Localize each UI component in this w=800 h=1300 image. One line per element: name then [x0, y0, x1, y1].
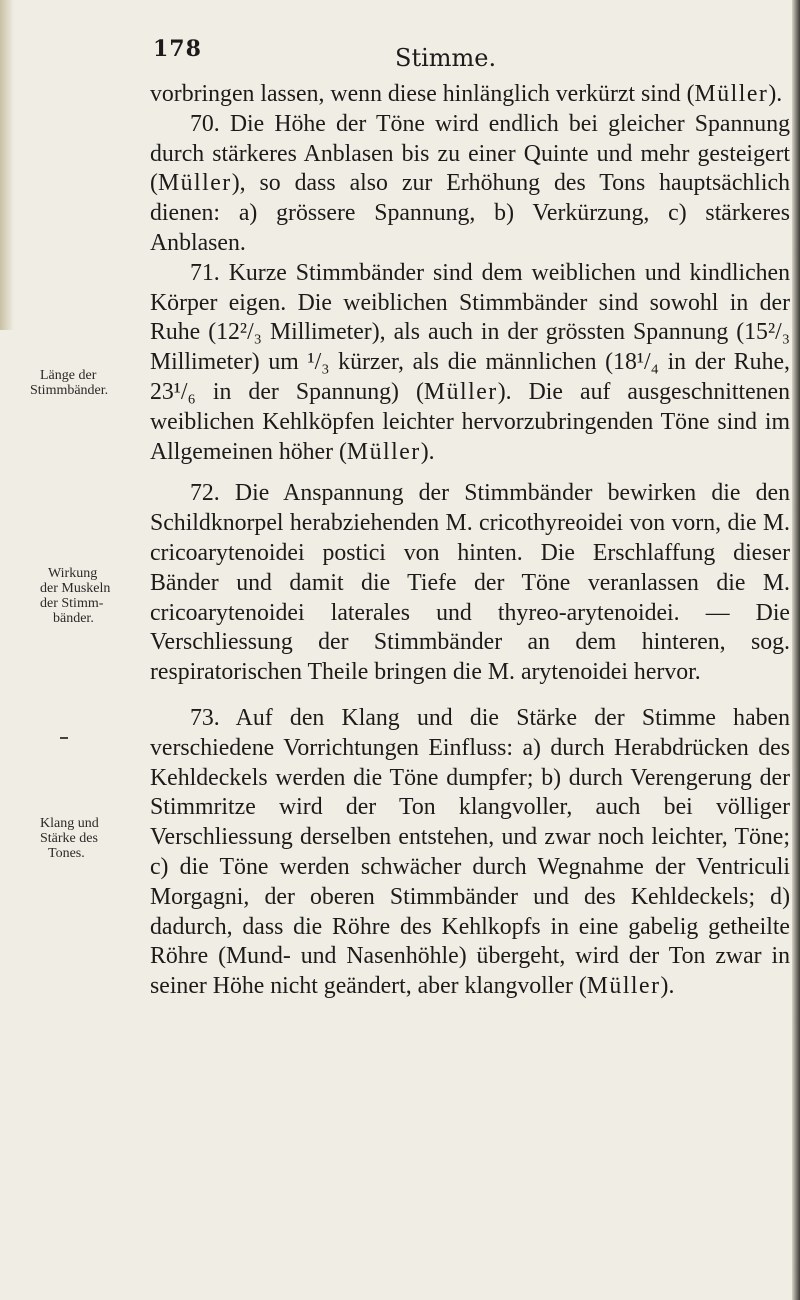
- margin-note-line: Stimmbänder.: [30, 383, 109, 398]
- page-gutter-shadow: [792, 0, 800, 1300]
- text-run: vorbringen lassen, wenn diese hinlänglich verkürzt sind (: [150, 81, 695, 107]
- margin-note-line: Tones.: [48, 846, 85, 861]
- text-run: 73. Auf den Klang und die Stärke der Stimme haben verschiedene Vorrichtungen Einfluss: a) durch Herabdrücken des Kehldeckels werden die Töne dumpfer; b) durch Verengerung der Stimmritze wird der Ton klangvoller, auch bei völliger Verschliessung derselben entstehen, und zwar noch leichter, Töne; c) die Töne werden schwächer durch Wegnahme der Ventriculi Morgagni, der oberen Stimmbänder und des Kehldeckels; d) dadurch, dass die Röhre des Kehlkopfs in eine gabelig getheilte Röhre (Mund- und Nasenhöhle) übergeht, wird der Ton zwar in seiner Höhe nicht geändert, aber klangvoller (: [150, 704, 790, 1000]
- text-run: 71. Kurze Stimmbänder sind dem weiblichen und kindlichen Körper eigen. Die weiblichen Stimmbänder sind sowohl in der Ruhe (12²/₃ Millimeter), als auch in der grössten Spannung (15²/₃ Millimeter) um ¹/₃ kürzer, als die männlichen (18¹/₄ in der Ruhe, 23¹/₆ in der Spannung) (: [150, 259, 790, 405]
- author-name: Müller: [694, 81, 769, 107]
- margin-dash: [60, 737, 68, 739]
- margin-note-line: bänder.: [53, 611, 94, 626]
- margin-note-line: Wirkung: [48, 566, 98, 581]
- body-text: [150, 80, 790, 1002]
- margin-note-line: Länge der: [40, 368, 97, 383]
- margin-note-laenge: [30, 368, 140, 398]
- text-run: ). Die auf ausgeschnittenen weiblichen Kehlköpfen leichter hervorzubringenden Töne sind im Allgemeinen höher (: [150, 378, 790, 465]
- margin-note-line: Stärke des: [40, 831, 98, 846]
- text-run: ).: [768, 81, 783, 107]
- margin-note-line: Klang und: [40, 816, 99, 831]
- paragraph-70: [150, 110, 790, 259]
- author-name: Müller: [157, 170, 232, 197]
- author-name: Müller: [586, 973, 661, 1000]
- paragraph-71: [150, 259, 790, 468]
- paragraph-intro: [150, 80, 790, 110]
- running-head: Stimme.: [395, 44, 497, 72]
- paragraph-72: 72. Die Anspannung der Stimmbänder bewirken die den Schildknorpel herabziehenden M. cricothyreoidei von vorn, die M. cricoarytenoidei postici von hinten. Die Erschlaffung dieser Bänder und damit die Tiefe der Töne veranlassen die M. cricoarytenoidei laterales und thyreo-arytenoidei. — Die Verschliessung der Stimmbänder an dem hinteren, sog. respiratorischen Theile bringen die M. arytenoidei hervor.: [150, 480, 790, 686]
- margin-note-klang: [40, 816, 140, 861]
- text-run: 70. Die Höhe der Töne wird endlich bei gleicher Spannung durch stärkeres Anblasen bis zu einer Quinte und mehr gesteigert (: [150, 110, 790, 197]
- margin-note-wirkung: [40, 566, 140, 626]
- text-run: ), so dass also zur Erhöhung des Tons hauptsächlich dienen: a) grössere Spannung, b) Verkürzung, c) stärkeres Anblasen.: [150, 170, 790, 256]
- paragraph-73: [150, 704, 790, 1002]
- text-run: ).: [420, 438, 435, 465]
- page-edge-shadow: [0, 0, 14, 330]
- margin-note-line: der Stimm-: [40, 596, 104, 611]
- margin-note-line: der Muskeln: [40, 581, 111, 596]
- text-run: ).: [660, 973, 675, 1000]
- page-number: 178: [153, 36, 202, 62]
- author-name: Müller: [423, 378, 498, 405]
- author-name: Müller: [346, 438, 421, 465]
